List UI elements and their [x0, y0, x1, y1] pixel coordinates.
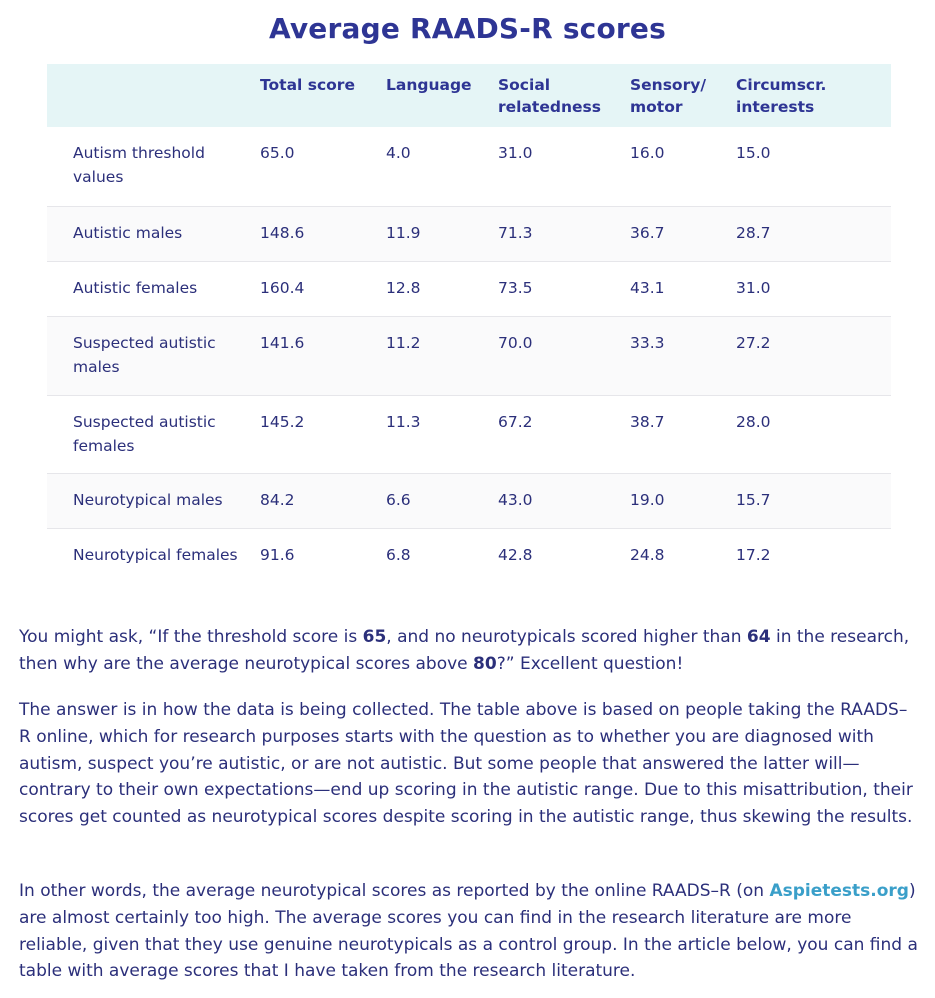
- header-circumscr-line2: interests: [736, 98, 815, 116]
- cell-social-relatedness: 73.5: [498, 278, 533, 297]
- cell-circumscr-interests: 15.7: [736, 490, 771, 509]
- row-label: Autistic females: [73, 278, 198, 297]
- paragraph-threshold-question: [19, 624, 919, 678]
- paragraph-data-collection: The answer is in how the data is being collected. The table above is based on people taking the RAADS–R online, which for research purposes starts with the question as to whether you are diagnosed with autism, suspect you’re autistic, or are not autistic. But some people that answered the latter will—contrary to their own expectations—end up scoring in the autistic range. Due to this misattribution, their scores get counted as neurotypical scores despite scoring in the autistic range, thus skewing the results.: [19, 700, 913, 828]
- cell-language: 11.2: [386, 333, 421, 352]
- cell-circumscr-interests: 28.7: [736, 223, 771, 242]
- cell-circumscr-interests: 31.0: [736, 278, 771, 297]
- table-row: [47, 395, 891, 473]
- table-row: [47, 528, 891, 583]
- cell-total-score: 84.2: [260, 490, 295, 509]
- cell-sensory-motor: 43.1: [630, 278, 665, 297]
- cell-sensory-motor: 33.3: [630, 333, 665, 352]
- cell-total-score: 65.0: [260, 144, 295, 162]
- table-row: [47, 473, 891, 528]
- header-circumscr-interests: [736, 64, 891, 127]
- cell-social-relatedness: 70.0: [498, 333, 533, 352]
- aspietests-link[interactable]: Aspietests.org: [769, 881, 909, 901]
- cell-language: 6.6: [386, 490, 411, 509]
- cell-total-score: 91.6: [260, 545, 295, 564]
- raads-scores-table: [47, 64, 891, 583]
- cell-social-relatedness: 71.3: [498, 223, 533, 242]
- header-circumscr-line1: Circumscr.: [736, 76, 827, 94]
- p3-text-1: In other words, the average neurotypical scores as reported by the online RAADS–R (on: [19, 881, 770, 901]
- cell-social-relatedness: 42.8: [498, 545, 533, 564]
- header-social-line2: relatedness: [498, 98, 601, 116]
- cell-language: 11.9: [386, 223, 421, 242]
- p1-text-3: in the research, then why are the average neurotypical scores above: [19, 627, 910, 674]
- header-language: [386, 64, 498, 127]
- cell-circumscr-interests: 17.2: [736, 545, 771, 564]
- header-language-text: Language: [386, 76, 472, 94]
- cell-sensory-motor: 36.7: [630, 223, 665, 242]
- header-empty: [47, 64, 260, 127]
- header-social-relatedness: [498, 64, 630, 127]
- cell-total-score: 148.6: [260, 223, 305, 242]
- cell-total-score: 145.2: [260, 412, 305, 431]
- header-sensory-line1: Sensory/: [630, 76, 706, 94]
- table-header-row: [47, 64, 891, 127]
- cell-sensory-motor: 19.0: [630, 490, 665, 509]
- p3-text-2: ) are almost certainly too high. The average scores you can find in the research literature are more reliable, given that they use genuine neurotypicals as a control group. In the article below, you can find a table with average scores that I have taken from the research literature.: [19, 881, 918, 982]
- header-sensory-motor: [630, 64, 736, 127]
- row-label: Neurotypical females: [73, 545, 238, 564]
- page-title: Average RAADS-R scores: [268, 12, 666, 45]
- p1-text-2: , and no neurotypicals scored higher than: [386, 627, 747, 647]
- cell-circumscr-interests: 15.0: [736, 144, 771, 162]
- cell-sensory-motor: 16.0: [630, 144, 665, 162]
- cell-circumscr-interests: 28.0: [736, 412, 771, 431]
- p1-bold-64: 64: [746, 627, 771, 647]
- cell-sensory-motor: 38.7: [630, 412, 665, 431]
- cell-total-score: 160.4: [260, 278, 305, 297]
- p1-bold-80: 80: [473, 653, 497, 674]
- cell-language: 4.0: [386, 144, 411, 162]
- table-row: [47, 316, 891, 395]
- row-label: Autistic males: [73, 223, 183, 242]
- table-row: [47, 127, 891, 206]
- cell-total-score: 141.6: [260, 333, 305, 352]
- cell-social-relatedness: 67.2: [498, 412, 533, 431]
- p1-text-1: You might ask, “If the threshold score is: [19, 627, 363, 647]
- row-label: Suspected autistic females: [73, 412, 216, 455]
- header-social-line1: Social: [498, 76, 551, 94]
- cell-language: 12.8: [386, 278, 421, 297]
- header-total-score-text: Total score: [260, 76, 355, 94]
- cell-social-relatedness: 31.0: [498, 144, 533, 162]
- row-label: Neurotypical males: [73, 490, 223, 509]
- cell-circumscr-interests: 27.2: [736, 333, 771, 352]
- cell-language: 6.8: [386, 545, 411, 564]
- cell-language: 11.3: [386, 412, 421, 431]
- table-row: [47, 261, 891, 316]
- cell-social-relatedness: 43.0: [498, 490, 533, 509]
- paragraph-other-words: [19, 878, 919, 985]
- p1-text-4: ?” Excellent question!: [496, 653, 684, 674]
- header-sensory-line2: motor: [630, 98, 683, 116]
- p1-bold-65: 65: [362, 627, 387, 647]
- cell-sensory-motor: 24.8: [630, 545, 665, 564]
- header-total-score: [260, 64, 386, 127]
- row-label: Autism threshold values: [73, 144, 205, 186]
- table-row: [47, 206, 891, 261]
- row-label: Suspected autistic males: [73, 333, 216, 376]
